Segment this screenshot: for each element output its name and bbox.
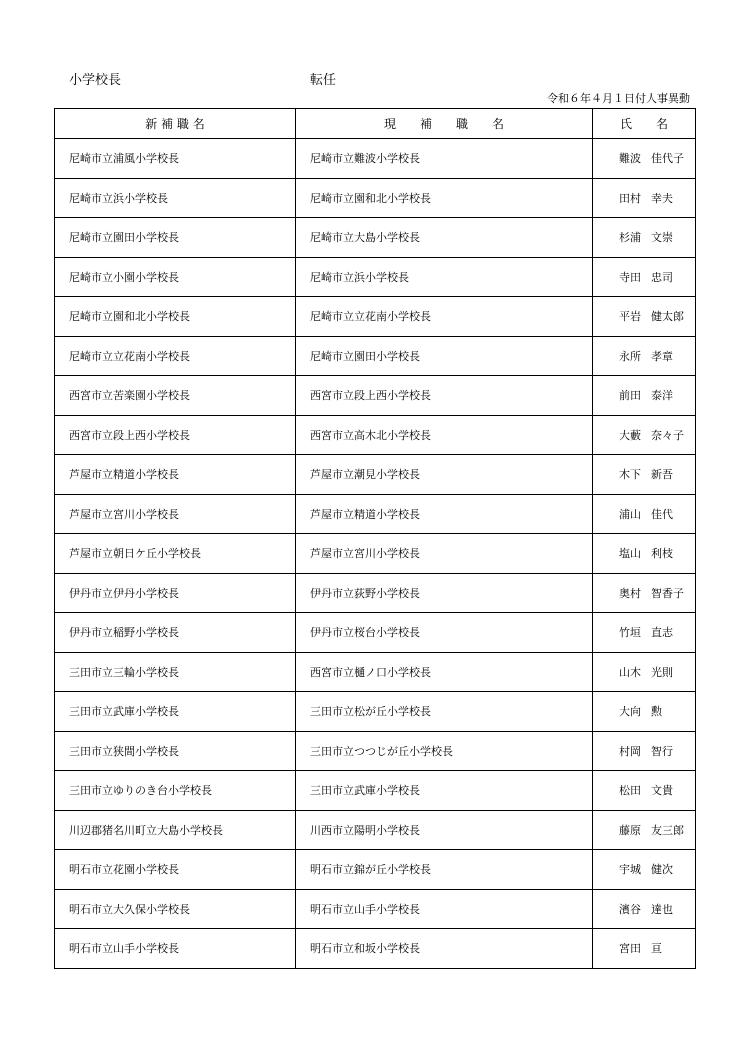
surname: 平岩 — [619, 310, 641, 324]
person-name-cell — [593, 218, 696, 258]
person-name-cell — [593, 455, 696, 495]
new-post-cell: 明石市立大久保小学校長 — [55, 889, 296, 929]
person-name-cell — [593, 810, 696, 850]
current-post-cell: 尼崎市立浜小学校長 — [296, 257, 593, 297]
new-post-cell: 三田市立狭間小学校長 — [55, 731, 296, 771]
new-post-cell: 芦屋市立宮川小学校長 — [55, 494, 296, 534]
current-post-cell: 川西市立陽明小学校長 — [296, 810, 593, 850]
new-post-cell: 明石市立山手小学校長 — [55, 929, 296, 969]
current-post-cell: 伊丹市立桜台小学校長 — [296, 613, 593, 653]
table-row — [55, 139, 696, 179]
table-row — [55, 850, 696, 890]
person-name-cell — [593, 376, 696, 416]
current-post-cell: 明石市立錦が丘小学校長 — [296, 850, 593, 890]
surname: 難波 — [619, 152, 641, 166]
given-name: 光則 — [651, 665, 673, 679]
current-post-cell: 明石市立山手小学校長 — [296, 889, 593, 929]
new-post-cell: 明石市立花園小学校長 — [55, 850, 296, 890]
table-row — [55, 415, 696, 455]
table-row — [55, 336, 696, 376]
person-name-cell — [593, 889, 696, 929]
given-name: 健次 — [651, 863, 673, 877]
person-name-cell — [593, 613, 696, 653]
current-post-cell: 芦屋市立宮川小学校長 — [296, 534, 593, 574]
new-post-cell: 尼崎市立浜小学校長 — [55, 178, 296, 218]
current-post-cell: 尼崎市立園田小学校長 — [296, 336, 593, 376]
given-name: 新吾 — [651, 468, 673, 482]
current-post-cell: 尼崎市立難波小学校長 — [296, 139, 593, 179]
surname: 竹垣 — [619, 626, 641, 640]
surname: 大藪 — [619, 428, 641, 442]
given-name: 利枝 — [651, 547, 673, 561]
table-row — [55, 218, 696, 258]
person-name-cell — [593, 850, 696, 890]
surname: 杉浦 — [619, 231, 641, 245]
given-name: 健太郎 — [651, 310, 684, 324]
given-name: 直志 — [651, 626, 673, 640]
table-row — [55, 573, 696, 613]
new-post-cell: 伊丹市立稲野小学校長 — [55, 613, 296, 653]
new-post-cell: 尼崎市立園和北小学校長 — [55, 297, 296, 337]
new-post-cell: 芦屋市立精道小学校長 — [55, 455, 296, 495]
surname: 松田 — [619, 784, 641, 798]
given-name: 勲 — [651, 705, 662, 719]
surname: 木下 — [619, 468, 641, 482]
current-post-cell: 尼崎市立立花南小学校長 — [296, 297, 593, 337]
person-name-cell — [593, 494, 696, 534]
current-post-cell: 西宮市立樋ノ口小学校長 — [296, 652, 593, 692]
surname: 永所 — [619, 349, 641, 363]
current-post-cell: 伊丹市立荻野小学校長 — [296, 573, 593, 613]
person-name-cell — [593, 139, 696, 179]
table-row — [55, 455, 696, 495]
new-post-cell: 三田市立武庫小学校長 — [55, 692, 296, 732]
surname: 宮田 — [619, 942, 641, 956]
page-category: 小学校長 — [69, 73, 122, 88]
surname: 寺田 — [619, 270, 641, 284]
new-post-cell: 尼崎市立小園小学校長 — [55, 257, 296, 297]
current-post-cell: 尼崎市立大島小学校長 — [296, 218, 593, 258]
surname: 村岡 — [619, 744, 641, 758]
table-row — [55, 771, 696, 811]
person-name-cell — [593, 692, 696, 732]
surname: 大向 — [619, 705, 641, 719]
person-name-cell — [593, 929, 696, 969]
given-name: 文崇 — [651, 231, 673, 245]
given-name: 文貴 — [651, 784, 673, 798]
effective-date-note: 令和６年４月１日付人事異動 — [547, 92, 690, 105]
current-post-cell: 三田市立松が丘小学校長 — [296, 692, 593, 732]
current-post-cell: 西宮市立段上西小学校長 — [296, 376, 593, 416]
surname: 浦山 — [619, 507, 641, 521]
table-row — [55, 889, 696, 929]
table-row — [55, 178, 696, 218]
person-name-cell — [593, 415, 696, 455]
surname: 藤原 — [619, 823, 641, 837]
given-name: 泰洋 — [651, 389, 673, 403]
surname: 田村 — [619, 191, 641, 205]
given-name: 奈々子 — [651, 428, 684, 442]
table-row — [55, 613, 696, 653]
table-row — [55, 376, 696, 416]
table-row — [55, 810, 696, 850]
person-name-cell — [593, 534, 696, 574]
current-post-cell: 芦屋市立潮見小学校長 — [296, 455, 593, 495]
person-name-cell — [593, 771, 696, 811]
table-body — [55, 139, 696, 969]
new-post-cell: 西宮市立段上西小学校長 — [55, 415, 296, 455]
person-name-cell — [593, 573, 696, 613]
new-post-cell: 川辺郡猪名川町立大島小学校長 — [55, 810, 296, 850]
surname: 塩山 — [619, 547, 641, 561]
given-name: 佳代 — [651, 507, 673, 521]
given-name: 達也 — [651, 902, 673, 916]
given-name: 孝章 — [651, 349, 673, 363]
column-header-current-post: 現 補 職 名 — [296, 109, 593, 139]
new-post-cell: 尼崎市立浦風小学校長 — [55, 139, 296, 179]
new-post-cell: 西宮市立苦楽園小学校長 — [55, 376, 296, 416]
current-post-cell: 芦屋市立精道小学校長 — [296, 494, 593, 534]
given-name: 忠司 — [651, 270, 673, 284]
surname: 濱谷 — [619, 902, 641, 916]
new-post-cell: 尼崎市立立花南小学校長 — [55, 336, 296, 376]
given-name: 智香子 — [651, 586, 684, 600]
surname: 奥村 — [619, 586, 641, 600]
new-post-cell: 三田市立三輪小学校長 — [55, 652, 296, 692]
table-row — [55, 534, 696, 574]
table-row — [55, 297, 696, 337]
new-post-cell: 尼崎市立園田小学校長 — [55, 218, 296, 258]
table-row — [55, 692, 696, 732]
transfer-type: 転任 — [310, 73, 337, 88]
new-post-cell: 三田市立ゆりのき台小学校長 — [55, 771, 296, 811]
person-name-cell — [593, 257, 696, 297]
column-header-new-post: 新 補 職 名 — [55, 109, 296, 139]
given-name: 智行 — [651, 744, 673, 758]
given-name: 佳代子 — [651, 152, 684, 166]
surname: 前田 — [619, 389, 641, 403]
table-row — [55, 731, 696, 771]
person-name-cell — [593, 297, 696, 337]
current-post-cell: 三田市立武庫小学校長 — [296, 771, 593, 811]
current-post-cell: 西宮市立高木北小学校長 — [296, 415, 593, 455]
new-post-cell: 芦屋市立朝日ケ丘小学校長 — [55, 534, 296, 574]
table-row — [55, 652, 696, 692]
given-name: 亘 — [651, 942, 662, 956]
surname: 宇城 — [619, 863, 641, 877]
person-name-cell — [593, 731, 696, 771]
current-post-cell: 三田市立つつじが丘小学校長 — [296, 731, 593, 771]
given-name: 幸夫 — [651, 191, 673, 205]
person-name-cell — [593, 178, 696, 218]
table-header-row — [55, 109, 696, 139]
table-row — [55, 929, 696, 969]
column-header-name: 氏 名 — [593, 109, 696, 139]
given-name: 友三郎 — [651, 823, 684, 837]
current-post-cell: 尼崎市立園和北小学校長 — [296, 178, 593, 218]
new-post-cell: 伊丹市立伊丹小学校長 — [55, 573, 296, 613]
personnel-table — [54, 108, 696, 969]
current-post-cell: 明石市立和坂小学校長 — [296, 929, 593, 969]
person-name-cell — [593, 336, 696, 376]
person-name-cell — [593, 652, 696, 692]
table-row — [55, 257, 696, 297]
table-row — [55, 494, 696, 534]
surname: 山木 — [619, 665, 641, 679]
